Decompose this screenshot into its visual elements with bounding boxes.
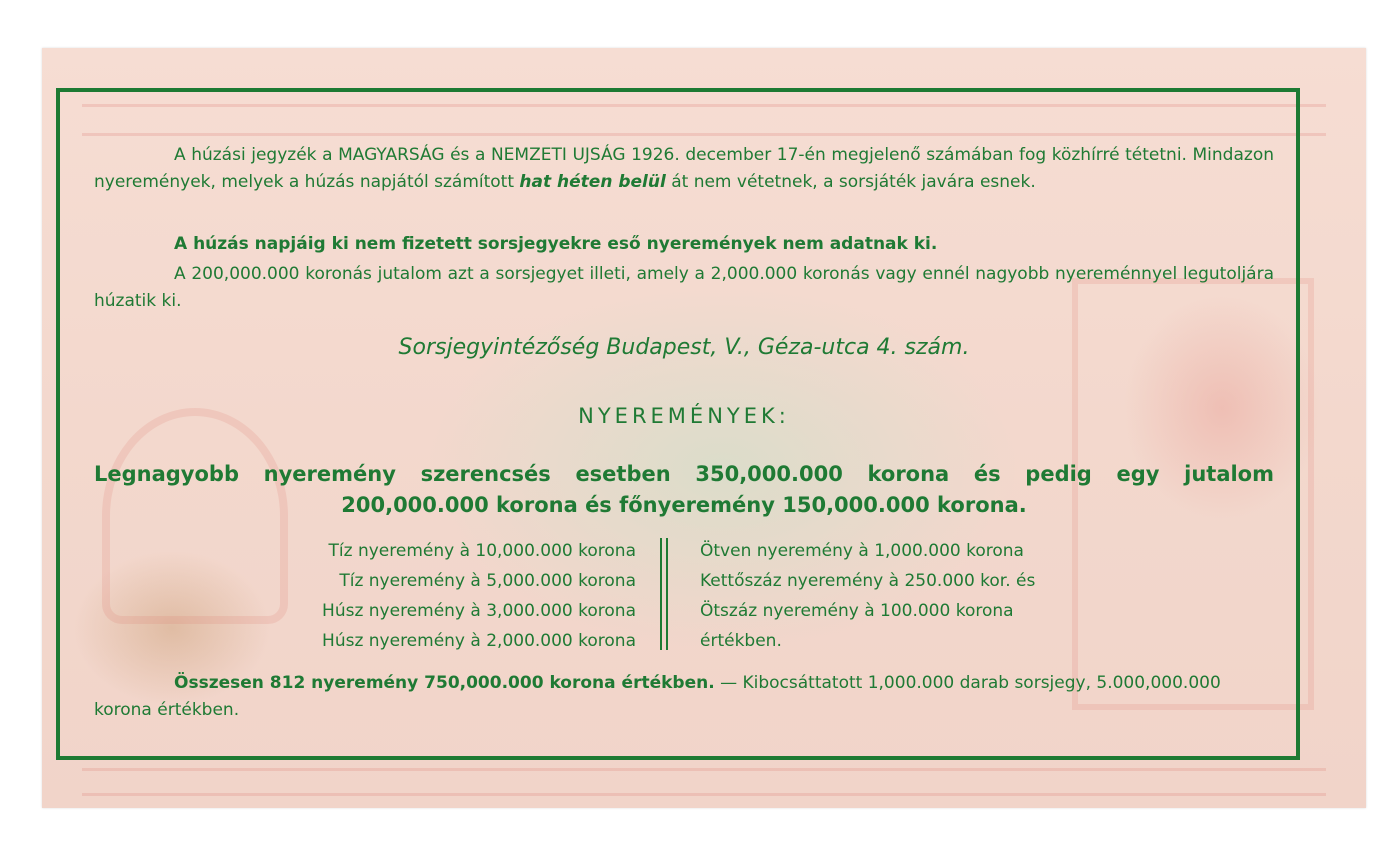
summary-bold: Összesen 812 nyeremény 750,000.000 korona értékben.: [174, 673, 715, 693]
prize-list-item: Tíz nyeremény à 5,000.000 korona: [339, 571, 636, 591]
watermark-band-bottom: [82, 768, 1326, 796]
headline-prize-line-1: Legnagyobb nyeremény szerencsés esetben 350,000.000 korona és pedig egy jutalom: [94, 462, 1274, 486]
notice-paragraph-2: A húzás napjáig ki nem fizetett sorsjegyekre eső nyeremények nem adatnak ki.: [174, 234, 938, 254]
prize-list-divider: [660, 538, 668, 650]
issue-summary: [94, 670, 1274, 724]
lottery-ticket-back: [42, 48, 1366, 808]
prize-list-item: Húsz nyeremény à 2,000.000 korona: [322, 631, 636, 651]
prize-list-right: [700, 536, 1100, 656]
headline-prize-line-2: 200,000.000 korona és főnyeremény 150,000.000 korona.: [341, 493, 1027, 517]
prize-list-item: Ötven nyeremény à 1,000.000 korona: [700, 541, 1024, 561]
prize-list-left: [270, 536, 636, 656]
prizes-heading: NYEREMÉNYEK:: [578, 404, 790, 428]
prize-list-item: értékben.: [700, 631, 782, 651]
notice-paragraph-3: A 200,000.000 koronás jutalom azt a sorsjegyet illeti, amely a 2,000.000 koronás vagy ennél nagyobb nyereménnyel legutoljára húzatik ki.: [94, 264, 1274, 311]
notice-p1-text-b: át nem vétetnek, a sorsjáték javára esnek.: [665, 172, 1036, 192]
prize-list-item: Kettőszáz nyeremény à 250.000 kor. és: [700, 571, 1036, 591]
prize-list-item: Húsz nyeremény à 3,000.000 korona: [322, 601, 636, 621]
issuer-address: Sorsjegyintézőség Budapest, V., Géza-utca 4. szám.: [398, 335, 970, 360]
notice-p1-text-a: A húzási jegyzék a MAGYARSÁG és a NEMZETI UJSÁG 1926. december 17-én megjelenő számában fog közhírré tétetni. Mindazon nyeremények, melyek a húzás napjától számított: [94, 145, 1274, 192]
summary-rest: — Kibocsáttatott 1,000.000 darab sorsjegy, 5.000,000.000 korona értékben.: [94, 673, 1221, 720]
notice-paragraph-1: [94, 142, 1274, 196]
notice-p1-italic: hat héten belül: [519, 172, 666, 192]
prize-list-item: Ötszáz nyeremény à 100.000 korona: [700, 601, 1014, 621]
prize-list-item: Tíz nyeremény à 10,000.000 korona: [328, 541, 636, 561]
